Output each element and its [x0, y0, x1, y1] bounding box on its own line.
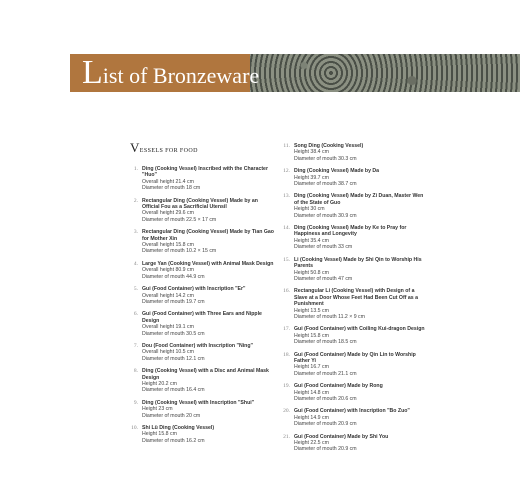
left-column [126, 140, 274, 450]
item-number: 6. [133, 311, 138, 318]
item-measurement: Diameter of mouth 18 cm [142, 185, 201, 192]
item-measurement: Height 16.7 cm [294, 364, 329, 371]
item-measurement: Diameter of mouth 10.2 × 15 cm [142, 248, 217, 255]
page-title-rest: ist of Bronzeware [102, 63, 260, 88]
item-number: 21. [283, 433, 290, 440]
item-measurement: Overall height 15.8 cm [142, 242, 194, 249]
list-item [126, 198, 274, 224]
item-title: Rectangular Li (Cooking Vessel) with Design of a Slave at a Door Whose Feet Had Been Cut Off as a Punishment [294, 288, 418, 308]
item-measurement: Height 15.8 cm [294, 332, 329, 339]
item-measurement: Overall height 14.2 cm [142, 292, 194, 299]
item-measurement: Height 30 cm [294, 206, 325, 213]
item-measurement: Diameter of mouth 20 cm [142, 412, 201, 419]
item-measurement: Diameter of mouth 33 cm [294, 244, 353, 251]
list-item [126, 368, 274, 394]
item-number: 4. [133, 260, 138, 267]
item-title: Shi Lü Ding (Cooking Vessel) [142, 425, 215, 431]
item-title: Song Ding (Cooking Vessel) [294, 143, 364, 149]
item-measurement: Diameter of mouth 20.9 cm [294, 421, 357, 428]
item-number: 20. [283, 408, 290, 415]
list-item [126, 343, 274, 362]
item-number: 19. [283, 383, 290, 390]
item-measurement: Height 13.5 cm [294, 307, 329, 314]
list-item [278, 193, 428, 219]
list-item [278, 352, 428, 378]
list-item [126, 166, 274, 192]
item-title: Ding (Cooking Vessel) with a Disc and Animal Mask Design [142, 368, 269, 381]
item-measurement: Diameter of mouth 38.7 cm [294, 181, 357, 188]
right-column [278, 143, 428, 459]
list-item [126, 311, 274, 337]
item-title: Gui (Food Container) Made by Rong [294, 383, 383, 390]
item-title: Rectangular Ding (Cooking Vessel) Made by an Official Fou as a Sacrificial Utensil [142, 197, 258, 211]
page-title [82, 54, 260, 91]
item-number: 2. [133, 197, 138, 204]
item-title: Large Yan (Cooking Vessel) with Animal Mask Design [142, 260, 274, 267]
item-measurement: Diameter of mouth 19.7 cm [142, 298, 205, 305]
section-heading [130, 140, 274, 156]
item-number: 16. [283, 288, 290, 295]
item-measurement: Diameter of mouth 18.5 cm [294, 339, 357, 346]
item-measurement: Diameter of mouth 16.4 cm [142, 387, 205, 394]
item-measurement: Diameter of mouth 20.6 cm [294, 396, 357, 402]
item-measurement: Diameter of mouth 20.9 cm [294, 446, 357, 453]
item-measurement: Height 22.5 cm [294, 440, 329, 447]
list-item [126, 425, 274, 444]
item-number: 13. [283, 193, 290, 200]
item-title: Ding (Cooking Vessel) Made by Ke to Pray for Happiness and Longevity [294, 225, 407, 238]
item-measurement: Overall height 29.6 cm [142, 210, 194, 217]
list-item [278, 408, 428, 427]
item-measurement: Height 23 cm [142, 406, 173, 413]
item-number: 18. [283, 351, 290, 358]
item-number: 8. [133, 368, 138, 375]
item-measurement: Overall height 21.4 cm [142, 178, 194, 185]
item-title: Ding (Cooking Vessel) Made by Zi Duan, Master Wen of the State of Guo [294, 193, 424, 206]
item-title: Gui (Food Container) with Three Ears and Nipple Design [142, 311, 262, 324]
item-measurement: Height 39.7 cm [294, 174, 329, 181]
item-title: Rectangular Ding (Cooking Vessel) Made by Tian Gao for Mother Xin [142, 229, 274, 242]
item-measurement: Diameter of mouth 30.5 cm [142, 330, 205, 337]
list-item [126, 286, 274, 305]
item-title: Gui (Food Container) with Inscription "Bo Zuo" [294, 408, 410, 415]
item-title: Ding (Cooking Vessel) Made by Da [294, 168, 380, 175]
list-item [278, 326, 428, 345]
list-item [278, 288, 428, 320]
left-item-list [126, 166, 274, 444]
right-item-list [278, 143, 428, 453]
list-item [278, 383, 428, 402]
item-title: Dou (Food Container) with Inscription "Ning" [142, 342, 253, 349]
item-measurement: Height 35.4 cm [294, 237, 329, 244]
item-measurement: Height 20.2 cm [142, 380, 177, 387]
item-measurement: Diameter of mouth 47 cm [294, 275, 353, 282]
list-item [278, 168, 428, 187]
item-measurement: Height 15.8 cm [142, 431, 177, 438]
list-item [126, 229, 274, 255]
item-title: Gui (Food Container) with Inscription "Er" [142, 286, 246, 293]
item-measurement: Height 14.9 cm [294, 414, 329, 421]
section-heading-initial: V [130, 140, 140, 155]
item-measurement: Height 38.4 cm [294, 149, 329, 156]
item-measurement: Overall height 10.5 cm [142, 349, 194, 356]
list-item [126, 261, 274, 280]
title-banner [70, 54, 520, 92]
item-measurement: Height 50.8 cm [294, 269, 329, 276]
section-heading-rest: ESSELS FOR FOOD [139, 148, 198, 154]
list-item [278, 257, 428, 283]
item-title: Ding (Cooking Vessel) with Inscription "Shui" [142, 399, 255, 406]
item-number: 12. [283, 168, 290, 175]
item-measurement: Diameter of mouth 22.5 × 17 cm [142, 216, 217, 223]
item-number: 3. [133, 229, 138, 236]
list-item [126, 400, 274, 419]
item-measurement: Diameter of mouth 11.2 × 9 cm [294, 313, 365, 320]
list-item [278, 143, 428, 162]
item-number: 11. [283, 143, 290, 149]
item-measurement: Diameter of mouth 12.1 cm [142, 355, 205, 362]
item-measurement: Diameter of mouth 30.9 cm [294, 212, 357, 219]
item-number: 9. [133, 399, 138, 406]
item-number: 5. [133, 286, 138, 293]
item-number: 1. [133, 166, 138, 172]
bronze-texture-image [250, 54, 520, 92]
item-title: Li (Cooking Vessel) Made by Shi Qin to Worship His Parents [294, 256, 422, 270]
item-number: 10. [131, 425, 138, 431]
page-title-initial: L [82, 54, 103, 91]
item-number: 7. [133, 342, 138, 349]
item-number: 17. [283, 326, 290, 333]
item-title: Ding (Cooking Vessel) Inscribed with the Character "Huo" [142, 166, 268, 179]
list-item [278, 225, 428, 251]
item-measurement: Diameter of mouth 21.1 cm [294, 370, 357, 377]
item-number: 15. [283, 256, 290, 263]
item-title: Gui (Food Container) Made by Qin Lin to Worship Father Yi [294, 351, 416, 364]
item-title: Gui (Food Container) with Coiling Kui-dragon Design [294, 326, 425, 333]
item-measurement: Diameter of mouth 30.3 cm [294, 155, 357, 162]
item-measurement: Overall height 80.9 cm [142, 267, 194, 274]
item-measurement: Diameter of mouth 44.9 cm [142, 273, 205, 280]
list-item [278, 434, 428, 453]
item-measurement: Height 14.8 cm [294, 389, 329, 396]
item-title: Gui (Food Container) Made by Shi You [294, 433, 389, 440]
item-measurement: Diameter of mouth 16.2 cm [142, 437, 205, 444]
item-measurement: Overall height 19.1 cm [142, 324, 194, 331]
item-number: 14. [283, 225, 290, 232]
